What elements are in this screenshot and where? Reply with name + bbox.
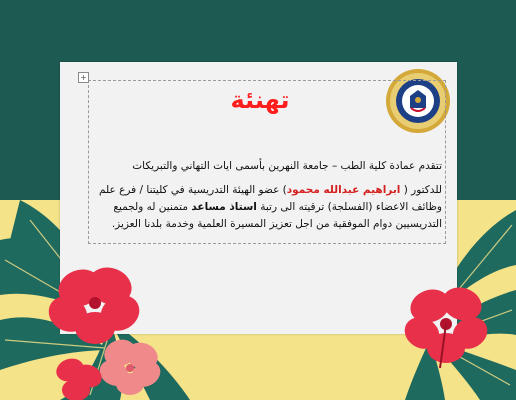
line2-prefix: للدكتور ( (400, 184, 442, 196)
congratulation-text (86, 158, 442, 233)
doctor-name: ابراهيم عبدالله محمود (286, 184, 401, 196)
hibiscus-flower-right-icon (400, 278, 500, 388)
paragraph-3 (86, 199, 442, 216)
paragraph-2 (86, 182, 442, 199)
page-title: تهنئة (230, 86, 290, 114)
move-handle-icon[interactable]: + (78, 72, 89, 83)
rank-title: استاذ مساعد (191, 201, 257, 213)
paragraph-4: التدريسيين دوام الموفقية من اجل تعزيز المسيرة العلمية وخدمة بلدنا العزيز. (111, 218, 442, 230)
line3-prefix: وظائف الاعضاء (الفسلجة) ترقيته الى رتبة (256, 201, 442, 213)
line2-suffix: ) عضو الهيئة التدريسية في كليتنا / فرع علم (99, 184, 287, 196)
line3-suffix: متمنين له ولجميع (113, 201, 192, 213)
paragraph-1: تتقدم عمادة كلية الطب – جامعة النهرين بأسمى ايات التهاني والتبريكات (132, 160, 442, 172)
hibiscus-flower-left-icon (40, 258, 170, 400)
